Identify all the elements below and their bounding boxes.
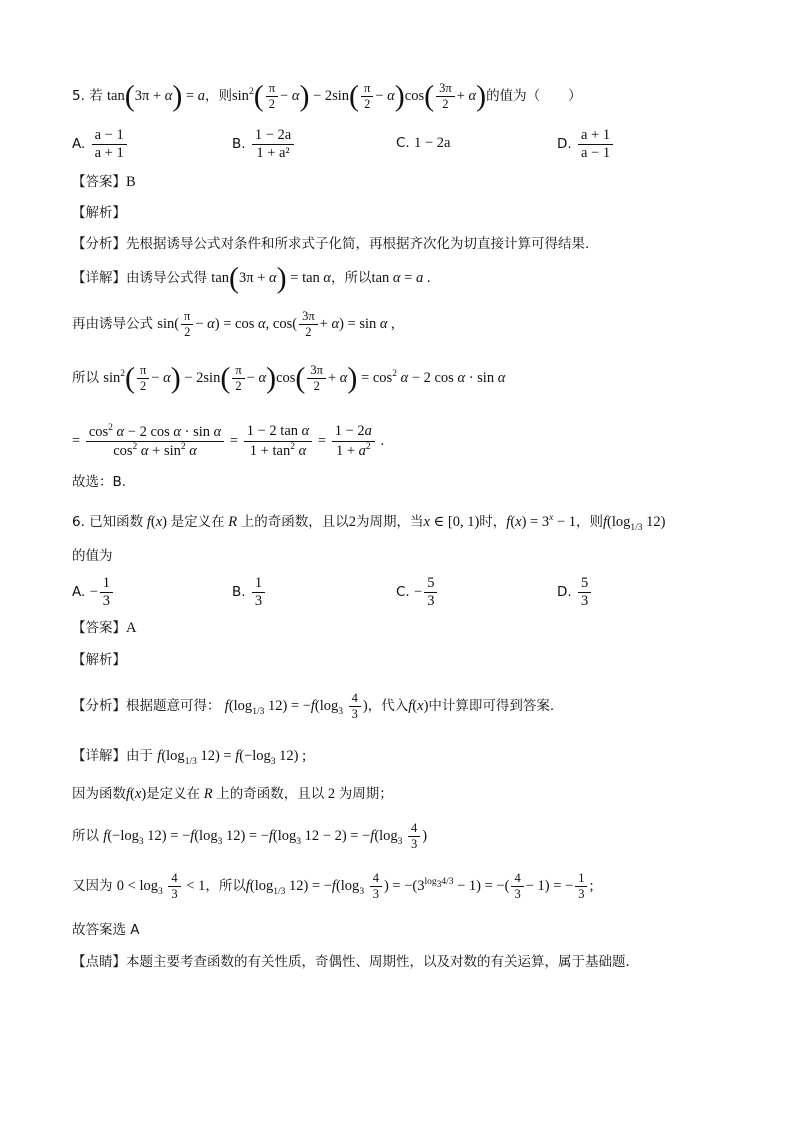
- q6-therefore: 所以 $f(-\log_3$ $12) = -f(\log_3$ $12) = -f(\log_3$ $12 - 2) = -f(\log_3$ $\frac{4}{3}$ ): [72, 821, 428, 852]
- q5-stem: 5. 若 tan(3π + α) = a，则$\sin^2$( $\frac{\pi}{2}$ − α) − 2sin( $\frac{\pi}{2}$ − α)cos( $\frac{3\pi}{2}$ + α)的值为（ ）: [72, 79, 582, 113]
- q5-induction-line: 再由诱导公式 sin( $\frac{\pi}{2}$ − α) = cos α, cos( $\frac{3\pi}{2}$ + α) = sin α ,: [72, 309, 395, 340]
- q6-stem: 6. 已知函数 f(x) 是定义在 R 上的奇函数，且以2为周期，当x ∈ [0, 1)时，$f(x) = 3^x - 1$，则$f(\log_{1/3}$ 12): [72, 513, 666, 533]
- q6-final: 故答案选 A: [72, 922, 140, 938]
- q6-stem-line2: 的值为: [72, 548, 113, 564]
- q5-fenxi: 【分析】先根据诱导公式对条件和所求式子化简，再根据齐次化为切直接计算可得结果.: [72, 236, 590, 252]
- q6-option-d: D. $\frac{5}{3}$: [557, 576, 593, 609]
- q5-option-c: C. 1 − 2a: [396, 135, 451, 151]
- q6-number: 6.: [72, 513, 85, 530]
- q6-xiangjie: 【详解】由于 $f(\log_{1/3}$ $12) = f(-\log_3$ 12) ;: [72, 748, 307, 767]
- q5-reduce-line: 所以 $\sin^2$( $\frac{\pi}{2}$ − α) − 2sin( $\frac{\pi}{2}$ − α)cos( $\frac{3\pi}{2}$ + $\alpha) = \cos^2 \alpha - 2$ cos α · sin α: [72, 361, 506, 395]
- q5-xiangjie: 【详解】由诱导公式得 tan(3π + α) = tan α，所以tan α = a .: [72, 261, 431, 295]
- q5-option-a: A. $\frac{a - 1}{a + 1}$: [72, 128, 129, 161]
- q6-fenxi: 【分析】根据题意可得： $f(\log_{1/3}$ $12) = -f(\log_3$ $\frac{4}{3}$ )，代入f(x)中计算即可得到答案.: [72, 691, 555, 722]
- q6-option-b: B. $\frac{1}{3}$: [232, 576, 267, 609]
- q6-moreover: 又因为 $0 < \log_3$ $\frac{4}{3}$ < 1，所以$f(\log_{1/3}$ $12) = -f(\log_3$ $\frac{4}{3}$ ) = $-(3^{log_34/3} - 1)$ = −( $\frac{4}{3}$ − 1) = − $\frac{1}{3}$ ;: [72, 871, 594, 902]
- q6-dianjing: 【点睛】本题主要考查函数的有关性质，奇偶性、周期性，以及对数的有关运算，属于基础题.: [72, 954, 630, 970]
- q5-fraction-line: = $\frac{\cos^2 \alpha - 2 \cos \alpha \cdot \sin \alpha}{\cos^2 \alpha + \sin^2 \alpha}$ = $\frac{\text{1 − 2 tan α}}{1 + \tan^2 \alpha}$ = $\frac{1 - 2a}{1 + a^2}$ .: [72, 423, 385, 459]
- q6-answer: 【答案】A: [72, 620, 137, 636]
- q5-option-d: D. $\frac{a + 1}{a - 1}$: [557, 128, 615, 161]
- q6-option-c: C. − $\frac{5}{3}$: [396, 576, 439, 609]
- q6-option-a: A. − $\frac{1}{3}$: [72, 576, 115, 609]
- q5-analysis-tag: 【解析】: [72, 205, 126, 221]
- q6-analysis-tag: 【解析】: [72, 652, 126, 668]
- q5-choose: 故选：B.: [72, 474, 127, 490]
- q5-option-b: B. $\frac{1 - 2a}{\text{1 + a²}}$: [232, 128, 296, 161]
- q5-answer: 【答案】B: [72, 174, 136, 190]
- q6-because: 因为函数f(x)是定义在 R 上的奇函数，且以 2 为周期；: [72, 786, 393, 802]
- q5-number: 5.: [72, 87, 85, 104]
